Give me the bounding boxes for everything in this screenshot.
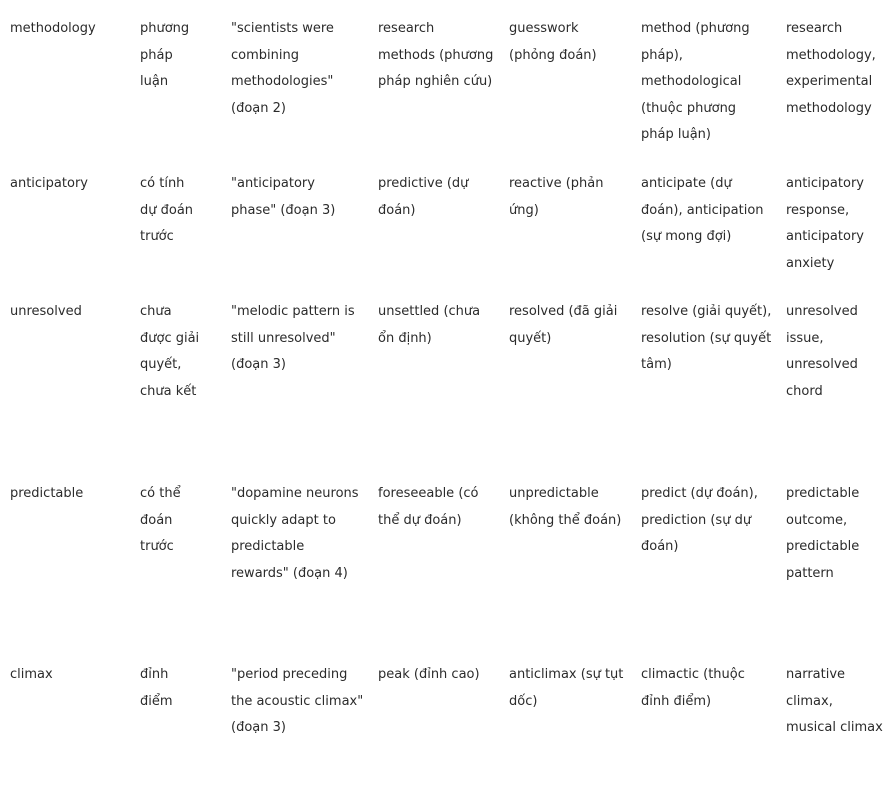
word-family-cell: anticipate (dự đoán), anticipation (sự mong đợi) (641, 176, 764, 244)
table-row (0, 283, 889, 465)
term-cell: climax (10, 667, 53, 682)
collocation-cell: narrative climax, musical climax (786, 667, 883, 735)
collocation-cell: research methodology, experimental methodology (786, 21, 876, 116)
synonym-cell: unsettled (chưa ổn định) (378, 304, 481, 346)
antonym-cell: reactive (phản ứng) (509, 176, 604, 218)
example-cell: "melodic pattern is still unresolved" (đoạn 3) (231, 304, 355, 372)
word-family-cell: predict (dự đoán), prediction (sự dự đoán) (641, 486, 758, 554)
antonym-cell: unpredictable (không thể đoán) (509, 486, 622, 528)
term-cell: unresolved (10, 304, 82, 319)
antonym-cell: guesswork (phỏng đoán) (509, 21, 597, 63)
collocation-cell: unresolved issue, unresolved chord (786, 304, 858, 399)
collocation-cell: predictable outcome, predictable pattern (786, 486, 860, 581)
table-row (0, 465, 889, 646)
synonym-cell: predictive (dự đoán) (378, 176, 469, 218)
synonym-cell: peak (đỉnh cao) (378, 667, 480, 682)
antonym-cell: resolved (đã giải quyết) (509, 304, 618, 346)
word-family-cell: resolve (giải quyết), resolution (sự quyết tâm) (641, 304, 772, 372)
example-cell: "scientists were combining methodologies" (đoạn 2) (231, 21, 334, 116)
example-cell: "dopamine neurons quickly adapt to predictable rewards" (đoạn 4) (231, 486, 359, 581)
table-row (0, 646, 889, 787)
meaning-cell: có thể đoán trước (140, 486, 181, 554)
synonym-cell: foreseeable (có thể dự đoán) (378, 486, 479, 528)
term-cell: predictable (10, 486, 84, 501)
word-family-cell: climactic (thuộc đỉnh điểm) (641, 667, 745, 709)
term-cell: anticipatory (10, 176, 88, 191)
synonym-cell: research methods (phương pháp nghiên cứu) (378, 21, 494, 89)
example-cell: "period preceding the acoustic climax" (đoạn 3) (231, 667, 364, 735)
antonym-cell: anticlimax (sự tụt dốc) (509, 667, 624, 709)
collocation-cell: anticipatory response, anticipatory anxiety (786, 176, 864, 271)
table-row (0, 0, 889, 155)
word-family-cell: method (phương pháp), methodological (thuộc phương pháp luận) (641, 21, 750, 142)
example-cell: "anticipatory phase" (đoạn 3) (231, 176, 336, 218)
term-cell: methodology (10, 21, 96, 36)
meaning-cell: đỉnh điểm (140, 667, 173, 709)
table-row (0, 155, 889, 283)
meaning-cell: chưa được giải quyết, chưa kết (140, 304, 200, 399)
meaning-cell: có tính dự đoán trước (140, 176, 194, 244)
meaning-cell: phương pháp luận (140, 21, 190, 89)
